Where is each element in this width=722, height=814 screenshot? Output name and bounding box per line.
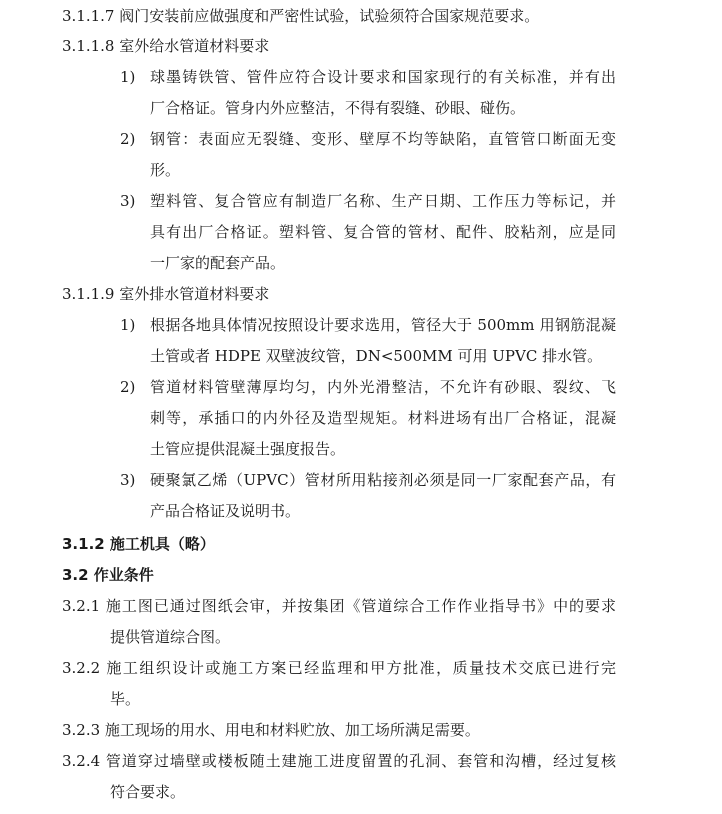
list-item-pipe-wall-cont-1: 刺等，承插口的内外径及造型规矩。材料进场有出厂合格证，混凝 bbox=[150, 409, 616, 427]
clause-3-2-1: 3.2.1 施工图已通过图纸会审，并按集团《管道综合工作作业指导书》中的要求 bbox=[62, 597, 616, 615]
clause-3-2-3: 3.2.3 施工现场的用水、用电和材料贮放、加工场所满足需要。 bbox=[62, 721, 480, 739]
clause-3-1-1-7: 3.1.1.7 阀门安装前应做强度和严密性试验，试验须符合国家规范要求。 bbox=[62, 7, 540, 25]
clause-3-2-1-cont: 提供管道综合图。 bbox=[110, 628, 231, 646]
clause-3-1-1-9-heading: 3.1.1.9 室外排水管道材料要求 bbox=[62, 285, 270, 303]
clause-3-2-4: 3.2.4 管道穿过墙壁或楼板随土建施工进度留置的孔洞、套管和沟槽，经过复核 bbox=[62, 752, 616, 770]
list-item-steel-pipe: 钢管：表面应无裂缝、变形、壁厚不均等缺陷，直管管口断面无变 bbox=[150, 130, 616, 148]
list-item-steel-pipe-cont: 形。 bbox=[150, 161, 181, 179]
list-marker-4: 1) bbox=[120, 316, 136, 334]
list-item-plastic-pipe: 塑料管、复合管应有制造厂名称、生产日期、工作压力等标记，并 bbox=[150, 192, 616, 210]
list-item-drain-selection-cont: 土管或者 HDPE 双壁波纹管，DN<500MM 可用 UPVC 排水管。 bbox=[150, 347, 603, 365]
list-marker-3: 3) bbox=[120, 192, 136, 210]
list-marker-5: 2) bbox=[120, 378, 136, 396]
clause-3-2-2-cont: 毕。 bbox=[110, 690, 141, 708]
clause-3-2-4-cont: 符合要求。 bbox=[110, 783, 186, 801]
clause-3-2-2: 3.2.2 施工组织设计或施工方案已经监理和甲方批准，质量技术交底已进行完 bbox=[62, 659, 616, 677]
list-marker-1: 1) bbox=[120, 68, 136, 86]
list-item-ductile-iron-cont: 厂合格证。管身内外应整洁，不得有裂缝、砂眼、碰伤。 bbox=[150, 99, 526, 117]
section-3-1-2-heading: 3.1.2 施工机具（略） bbox=[62, 535, 215, 553]
list-item-plastic-pipe-cont-2: 一厂家的配套产品。 bbox=[150, 254, 286, 272]
clause-3-1-1-8-heading: 3.1.1.8 室外给水管道材料要求 bbox=[62, 37, 270, 55]
list-marker-6: 3) bbox=[120, 471, 136, 489]
section-3-2-heading: 3.2 作业条件 bbox=[62, 566, 154, 584]
list-item-pipe-wall-cont-2: 土管应提供混凝土强度报告。 bbox=[150, 440, 346, 458]
list-marker-2: 2) bbox=[120, 130, 136, 148]
list-item-upvc-adhesive: 硬聚氯乙烯（UPVC）管材所用粘接剂必须是同一厂家配套产品，有 bbox=[150, 471, 616, 489]
list-item-upvc-adhesive-cont: 产品合格证及说明书。 bbox=[150, 502, 301, 520]
list-item-plastic-pipe-cont-1: 具有出厂合格证。塑料管、复合管的管材、配件、胶粘剂，应是同 bbox=[150, 223, 616, 241]
list-item-ductile-iron: 球墨铸铁管、管件应符合设计要求和国家现行的有关标准，并有出 bbox=[150, 68, 616, 86]
list-item-drain-selection: 根据各地具体情况按照设计要求选用，管径大于 500mm 用钢筋混凝 bbox=[150, 316, 616, 334]
list-item-pipe-wall: 管道材料管壁薄厚均匀，内外光滑整洁，不允许有砂眼、裂纹、飞 bbox=[150, 378, 616, 396]
